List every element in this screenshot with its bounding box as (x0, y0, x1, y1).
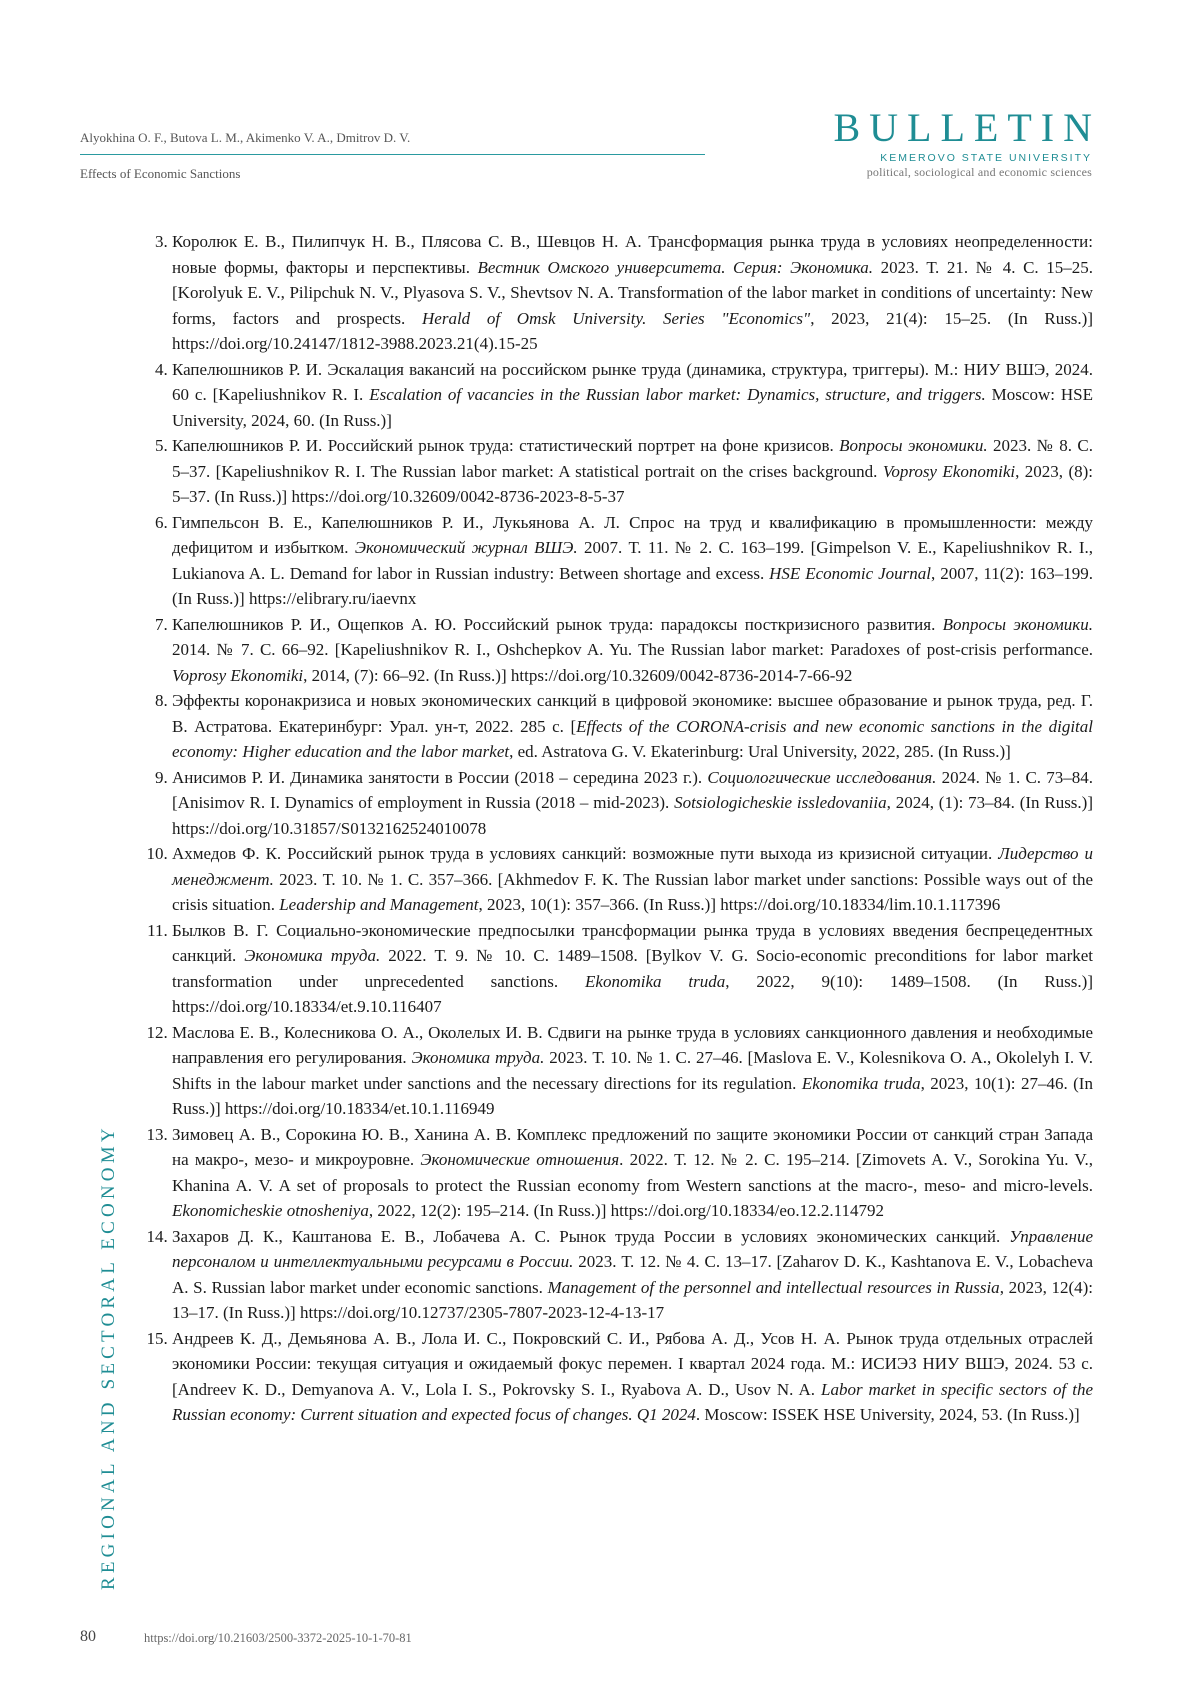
reference-item (143, 433, 1093, 510)
reference-fragment: Маслова Е. В., Колесникова О. А., Околелых И. В. Сдвиги на рынке труда в условиях санкционного давления и необходимые направления его регулирования. (172, 1022, 1093, 1067)
reference-source-title: Ekonomicheskie otnosheniya (172, 1201, 369, 1220)
reference-source-title: Управление персоналом и интеллектуальными ресурсами в России. (172, 1226, 1093, 1271)
reference-fragment: , 2023, 10(1): 27–46. (In Russ.)] https://doi.org/10.18334/et.10.1.116949 (172, 1073, 1093, 1118)
reference-text (172, 1020, 1093, 1122)
reference-item (143, 841, 1093, 918)
journal-brand (833, 105, 1101, 180)
reference-text (172, 918, 1093, 1020)
reference-number: 4. (155, 359, 172, 379)
reference-source-title: HSE Economic Journal (769, 563, 932, 583)
reference-source-title: Management of the personnel and intellectual resources in Russia (547, 1277, 1000, 1297)
reference-item (143, 357, 1093, 434)
reference-text (172, 841, 1093, 918)
reference-fragment: Зимовец А. В., Сорокина Ю. В., Ханина А. В. Комплекс предложений по защите экономики России от санкций стран Запада на макро-, мезо- и микроуровне. (172, 1124, 1093, 1169)
reference-fragment: Эффекты коронакризиса и новых экономических санкций в цифровой экономике: высшее образование и рынок труда, ред. Г. В. Астратова. Екатеринбург: Урал. ун-т, 2022. 285 с. [ (172, 691, 1093, 736)
reference-fragment: , 2023, 21(4): 15–25. (In Russ.)] https://doi.org/10.24147/1812-3988.2023.21(4).15-25 (172, 308, 1093, 353)
reference-source-title: Ekonomika truda (801, 1073, 921, 1093)
reference-fragment: 2023. № 8. С. 5–37. [Kapeliushnikov R. I. The Russian labor market: A statistical portrait on the crises background. (172, 436, 1093, 481)
running-header-topic: Effects of Economic Sanctions (80, 166, 241, 181)
reference-source-title: Leadership and Management (279, 895, 479, 914)
reference-source-title: Социологические исследования. (707, 767, 937, 787)
journal-series: political, sociological and economic sciences (866, 165, 1092, 179)
reference-text (172, 1122, 1093, 1224)
reference-item (143, 229, 1093, 357)
reference-fragment: Андреев К. Д., Демьянова А. В., Лола И. С., Покровский С. И., Рябова А. Д., Усов Н. А. Рынок труда отдельных отраслей экономики России: текущая ситуация и ожидаемый фокус перемен. I квартал 2024 года. М.: ИСИЭЗ НИУ ВШЭ, 2024. 53 с. [Andreev K. D., Demyanova A. V., Lola I. S., Pokrovsky S. I., Ryabova A. D., Usov N. A. (172, 1328, 1093, 1399)
reference-text (172, 688, 1093, 765)
reference-fragment: 2023. Т. 21. № 4. С. 15–25. [Korolyuk E. V., Pilipchuk N. V., Plyasova S. V., Shevtsov N. A. Transformation of the labor market in conditions of uncertainty: New forms, factors and prospects. (172, 257, 1093, 328)
reference-fragment: 2024. № 1. С. 73–84. [Anisimov R. I. Dynamics of employment in Russia (2018 – mid-2023). (172, 767, 1094, 812)
reference-text (172, 433, 1093, 510)
reference-number: 8. (155, 691, 172, 710)
reference-source-title: Экономика труда. (411, 1048, 545, 1067)
reference-source-title: Escalation of vacancies in the Russian labor market: Dynamics, structure, and triggers. (369, 385, 986, 404)
reference-source-title: Voprosy Ekonomiki (172, 665, 304, 685)
reference-fragment: Капелюшников Р. И. Эскалация вакансий на российском рынке труда (динамика, структура, триггеры). М.: НИУ ВШЭ, 2024. 60 с. [Kapeliushnikov R. I. (172, 359, 1093, 404)
reference-fragment: 2023. Т. 12. № 4. С. 13–17. [Zaharov D. K., Kashtanova E. V., Lobacheva A. S. Russian labor market under economic sanctions. (172, 1252, 1094, 1297)
reference-item (143, 1224, 1093, 1326)
reference-source-title: Вестник Омского университета. Серия: Экономика. (477, 257, 873, 277)
reference-fragment: 2023. Т. 10. № 1. С. 27–46. [Maslova E. V., Kolesnikova O. A., Okolelyh I. V. Shifts in the labour market under sanctions and the necessary directions for its regulation. (172, 1048, 1093, 1093)
reference-fragment: 2023. Т. 10. № 1. С. 357–366. [Akhmedov F. K. The Russian labor market under sanctions: Possible ways out of the crisis situation. (172, 869, 1093, 914)
reference-fragment: , 2007, 11(2): 163–199. (In Russ.)] https://elibrary.ru/iaevnx (172, 563, 1093, 608)
reference-source-title: Лидерство и менеджмент. (172, 844, 1093, 889)
reference-source-title: Herald of Omsk University. Series "Economics" (422, 308, 811, 328)
reference-fragment: , 2023, (8): 5–37. (In Russ.)] https://doi.org/10.32609/0042-8736-2023-8-5-37 (172, 461, 1093, 506)
reference-fragment: 2014. № 7. С. 66–92. [Kapeliushnikov R. I., Oshchepkov A. Yu. The Russian labor market: Paradoxes of post-crisis performance. (172, 640, 1093, 659)
reference-text (172, 357, 1093, 434)
reference-fragment: Ахмедов Ф. К. Российский рынок труда в условиях санкций: возможные пути выхода из кризисной ситуации. (172, 844, 999, 863)
reference-number: 5. (155, 436, 172, 455)
reference-source-title: Экономика труда. (244, 946, 381, 965)
reference-source-title: Вопросы экономики. (839, 436, 988, 455)
reference-fragment: Капелюшников Р. И., Ощепков А. Ю. Российский рынок труда: парадоксы посткризисного развития. (172, 614, 943, 634)
reference-item (143, 688, 1093, 765)
reference-source-title: Effects of the CORONA-crisis and new economic sanctions in the digital economy: Higher education and the labor market (172, 716, 1093, 761)
reference-item (143, 1122, 1093, 1224)
reference-source-title: Ekonomika truda (585, 971, 726, 991)
reference-item (143, 1326, 1093, 1428)
reference-fragment: Гимпельсон В. Е., Капелюшников Р. И., Лукьянова А. Л. Спрос на труд и квалификацию в промышленности: между дефицитом и избытком. (172, 512, 1093, 557)
reference-number: 13. (146, 1124, 172, 1144)
reference-item (143, 918, 1093, 1020)
reference-fragment: 2022. Т. 9. № 10. С. 1489–1508. [Bylkov V. G. Socio-economic preconditions for labor market transformation under unprecedented sanctions. (172, 946, 1093, 991)
reference-source-title: Sotsiologicheskie issledovaniia (674, 793, 887, 812)
reference-number: 9. (155, 767, 172, 787)
reference-source-title: Экономические отношения (420, 1150, 620, 1169)
reference-number: 15. (146, 1328, 172, 1348)
reference-fragment: , 2024, (1): 73–84. (In Russ.)] https://doi.org/10.31857/S0132162524010078 (172, 793, 1094, 838)
reference-source-title: Labor market in specific sectors of the Russian economy: Current situation and expected focus of changes. Q1 2024 (172, 1379, 1093, 1424)
reference-fragment: , 2023, 10(1): 357–366. (In Russ.)] https://doi.org/10.18334/lim.10.1.117396 (478, 895, 1001, 914)
reference-list (143, 229, 1093, 1428)
reference-fragment: Королюк Е. В., Пилипчук Н. В., Плясова С. В., Шевцов Н. А. Трансформация рынка труда в условиях неопределенности: новые формы, факторы и перспективы. (172, 232, 1093, 277)
reference-text (172, 1224, 1093, 1326)
reference-text (172, 765, 1093, 842)
journal-title: BULLETIN (833, 105, 1101, 150)
reference-number: 11. (147, 920, 172, 940)
reference-source-title: Экономический журнал ВШЭ. (354, 538, 578, 557)
reference-item (143, 1020, 1093, 1122)
reference-fragment: , ed. Astratova G. V. Ekaterinburg: Ural University, 2022, 285. (In Russ.)] (509, 742, 1011, 761)
reference-text (172, 612, 1093, 689)
reference-fragment: 2007. Т. 11. № 2. С. 163–199. [Gimpelson V. E., Kapeliushnikov R. I., Lukianova A. L. Demand for labor in Russian industry: Between shortage and excess. (172, 538, 1093, 583)
reference-text (172, 229, 1093, 357)
reference-source-title: Вопросы экономики. (942, 614, 1093, 634)
reference-fragment: , 2022, 12(2): 195–214. (In Russ.)] https://doi.org/10.18334/eo.12.2.114792 (368, 1201, 885, 1220)
reference-fragment: , 2014, (7): 66–92. (In Russ.)] https://doi.org/10.32609/0042-8736-2014-7-66-92 (303, 665, 853, 685)
journal-university: KEMEROVO STATE UNIVERSITY (880, 152, 1092, 164)
reference-number: 3. (155, 232, 172, 251)
reference-number: 6. (155, 512, 172, 532)
header-rule (80, 154, 705, 155)
reference-fragment: . 2022. Т. 12. № 2. С. 195–214. [Zimovets A. V., Sorokina Yu. V., Khanina A. V. A set of proposals to protect the Russian economy from Western sanctions at the macro-, meso- and micro-levels. (172, 1150, 1093, 1195)
reference-item (143, 612, 1093, 689)
reference-number: 7. (155, 614, 172, 634)
reference-item (143, 765, 1093, 842)
reference-fragment: Былков В. Г. Социально-экономические предпосылки трансформации рынка труда в условиях введения беспрецедентных санкций. (172, 920, 1093, 965)
reference-fragment: Захаров Д. К., Каштанова Е. В., Лобачева А. С. Рынок труда России в условиях экономических санкций. (172, 1226, 1010, 1246)
reference-fragment: . Moscow: ISSEK HSE University, 2024, 53. (In Russ.)] (695, 1405, 1080, 1424)
running-header-authors: Alyokhina O. F., Butova L. M., Akimenko V. A., Dmitrov D. V. (80, 130, 411, 145)
section-sidebar-label: REGIONAL AND SECTORAL ECONOMY (98, 1124, 119, 1590)
reference-fragment: Moscow: HSE University, 2024, 60. (In Russ.)] (172, 385, 1093, 430)
reference-number: 12. (146, 1022, 172, 1042)
reference-number: 10. (146, 844, 172, 863)
reference-item (143, 510, 1093, 612)
reference-source-title: Voprosy Ekonomiki (882, 461, 1016, 481)
reference-text (172, 1326, 1093, 1428)
reference-number: 14. (146, 1226, 172, 1246)
reference-fragment: Капелюшников Р. И. Российский рынок труда: статистический портрет на фоне кризисов. (172, 436, 840, 455)
page-number: 80 (80, 1628, 96, 1645)
reference-fragment: Анисимов Р. И. Динамика занятости в России (2018 – середина 2023 г.). (172, 767, 708, 787)
reference-fragment: , 2022, 9(10): 1489–1508. (In Russ.)] https://doi.org/10.18334/et.9.10.116407 (172, 971, 1093, 1016)
footer-doi[interactable]: https://doi.org/10.21603/2500-3372-2025-10-1-70-81 (144, 1631, 412, 1645)
reference-fragment: , 2023, 12(4): 13–17. (In Russ.)] https://doi.org/10.12737/2305-7807-2023-12-4-13-17 (172, 1277, 1093, 1322)
reference-text (172, 510, 1093, 612)
